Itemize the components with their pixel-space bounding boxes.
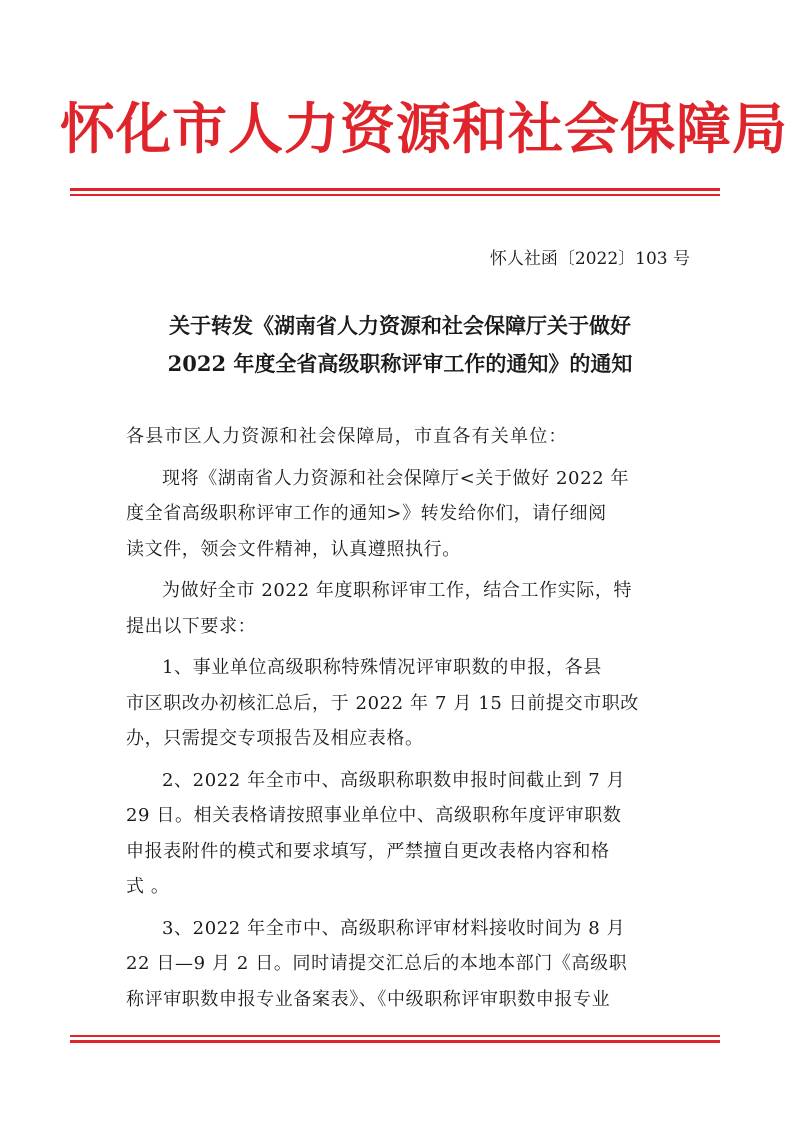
- paragraph-2-line-1: 为做好全市 2022 年度职称评审工作，结合工作实际，特: [162, 580, 633, 601]
- addressee: 各县市区人力资源和社会保障局，市直各有关单位：: [126, 426, 568, 447]
- document-number: 怀人社函〔2022〕103 号: [489, 249, 690, 269]
- paragraph-1-line-2: 度全省高级职称评审工作的通知>》转发给你们，请仔细阅: [126, 503, 607, 524]
- item-2-line-4: 式 。: [126, 876, 170, 897]
- paragraph-1-line-1: 现将《湖南省人力资源和社会保障厅<关于做好 2022 年: [162, 467, 630, 489]
- paragraph-1-line-3: 读文件，领会文件精神，认真遵照执行。: [126, 538, 461, 560]
- document-body: [126, 419, 686, 1017]
- item-3-line-1: 3、2022 年全市中、高级职称评审材料接收时间为 8 月: [162, 917, 626, 939]
- item-2-line-1: 2、2022 年全市中、高级职称职数申报时间截止到 7 月: [162, 769, 626, 791]
- header-rule-thin: [70, 194, 720, 196]
- title-line-1: 关于转发《湖南省人力资源和社会保障厅关于做好: [169, 313, 631, 338]
- item-1-line-1: 1、事业单位高级职称特殊情况评审职数的申报，各县: [162, 657, 602, 678]
- title-line-2: 2022 年度全省高级职称评审工作的通知》的通知: [167, 351, 633, 376]
- item-1-line-2: 市区职改办初核汇总后，于 2022 年 7 月 15 日前提交市职改: [126, 692, 639, 714]
- item-1-line-3: 办，只需提交专项报告及相应表格。: [126, 728, 424, 749]
- footer-rule-thin: [70, 1035, 720, 1037]
- header-rule-thick: [70, 188, 720, 191]
- document-title: [60, 307, 740, 383]
- item-2-line-2: 29 日。相关表格请按照事业单位中、高级职称年度评审职数: [126, 805, 622, 826]
- item-3-line-3: 称评审职数申报专业备案表》、《中级职称评审职数申报专业: [126, 988, 611, 1010]
- item-3-line-2: 22 日—9 月 2 日。同时请提交汇总后的本地本部门《高级职: [126, 953, 628, 974]
- footer-rule-thick: [70, 1040, 720, 1043]
- issuing-authority-title: 怀化市人力资源和社会保障局: [60, 97, 789, 161]
- paragraph-2-line-2: 提出以下要求：: [126, 615, 257, 637]
- item-2-line-3: 申报表附件的模式和要求填写，严禁擅自更改表格内容和格: [126, 840, 610, 862]
